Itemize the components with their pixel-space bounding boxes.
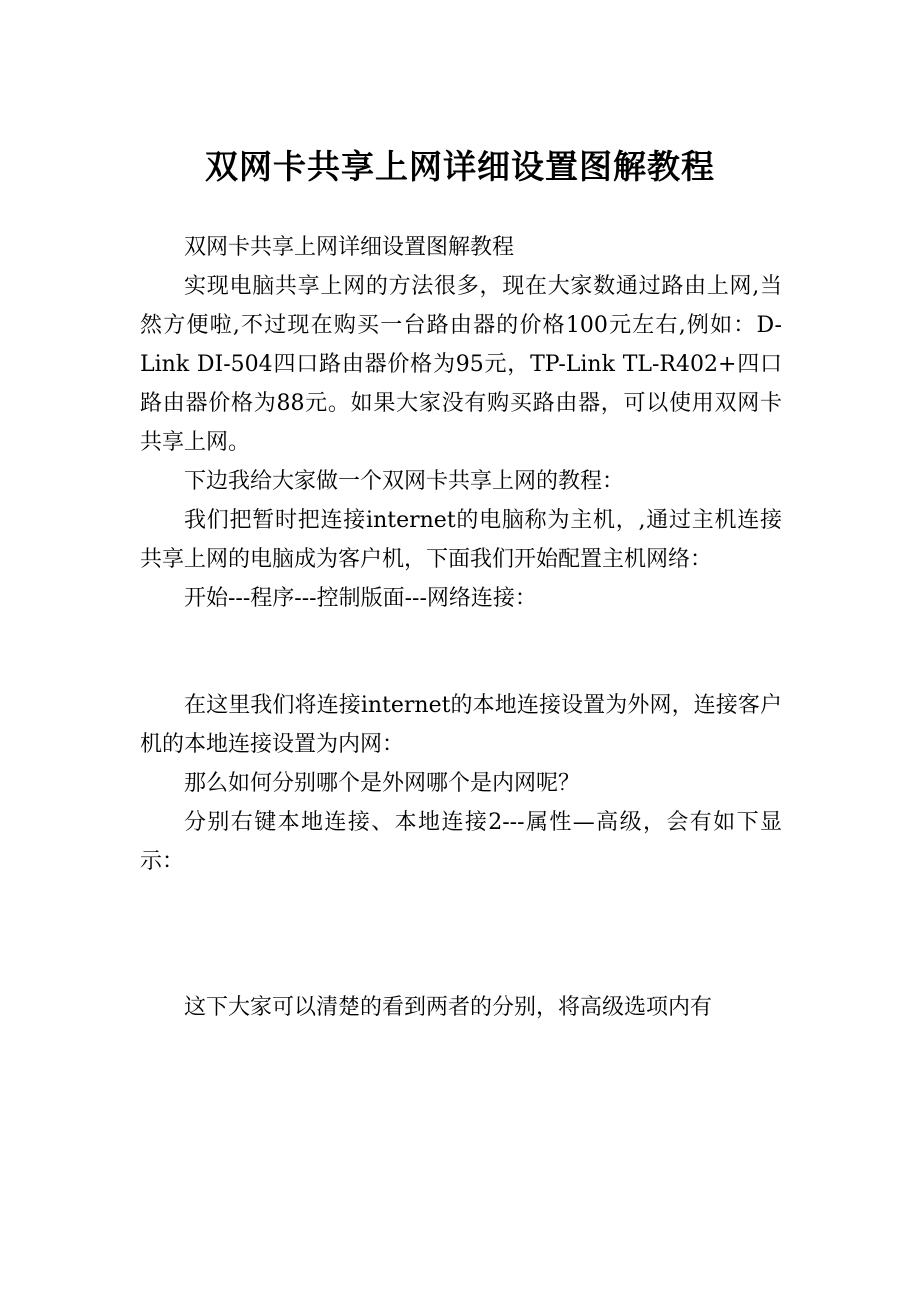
paragraph-advanced-properties: 分别右键本地连接、本地连接2---属性—高级，会有如下显示： [140, 810, 782, 874]
image-gap-advanced-display [140, 881, 782, 988]
paragraph-tutorial-intro: 下边我给大家做一个双网卡共享上网的教程： [184, 469, 625, 494]
paragraph-navigation-path: 开始---程序---控制版面---网络连接： [184, 586, 537, 611]
paragraph-subtitle: 双网卡共享上网详细设置图解教程 [184, 235, 515, 260]
paragraph-question: 那么如何分别哪个是外网哪个是内网呢？ [184, 771, 581, 796]
paragraph-conclusion: 这下大家可以清楚的看到两者的分别，将高级选项内有 [184, 995, 713, 1020]
document-body [140, 228, 782, 1027]
image-gap-network-connections [140, 618, 782, 686]
document-title: 双网卡共享上网详细设置图解教程 [205, 147, 715, 186]
paragraph-host-definition: 我们把暂时把连接internet的电脑称为主机，,通过主机连接共享上网的电脑成为客户机，下面我们开始配置主机网络： [140, 508, 782, 572]
paragraph-network-setup: 在这里我们将连接internet的本地连接设置为外网，连接客户机的本地连接设置为内网： [140, 693, 782, 757]
paragraph-intro: 实现电脑共享上网的方法很多，现在大家数通过路由上网,当然方便啦,不过现在购买一台路由器的价格100元左右,例如：D-Link DI-504四口路由器价格为95元，TP-Link TL-R402+四口路由器价格为88元。如果大家没有购买路由器，可以使用双网卡共享上网。 [140, 274, 782, 455]
